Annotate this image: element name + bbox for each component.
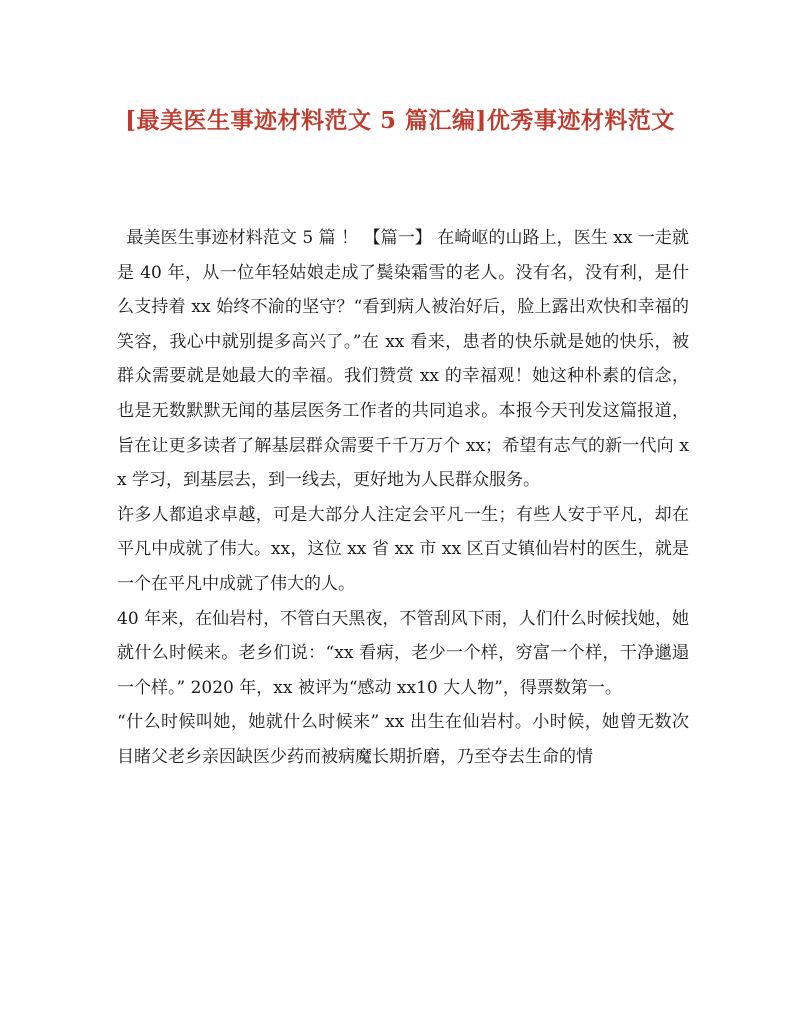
paragraph-1: 最美医生事迹材料范文 5 篇 ！ 【篇一】 在崎岖的山路上，医生 xx 一走就是 40 年，从一位年轻姑娘走成了鬓染霜雪的老人。没有名，没有利，是什么支持着 xx 始终不渝的坚守？“看到病人被治好后，脸上露出欢快和幸福的笑容，我心中就别提多高兴了。”在 xx 看来，患者的快乐就是她的快乐，被群众需要就是她最大的幸福。我们赞赏 xx 的幸福观！她这种朴素的信念，也是无数默默无闻的基层医务工作者的共同追求。本报今天刊发这篇报道，旨在让更多读者了解基层群众需要千千万万个 xx；希望有志气的新一代向 xx 学习，到基层去，到一线去，更好地为人民群众服务。 bbox=[117, 228, 689, 491]
document-title: [最美医生事迹材料范文 5 篇汇编]优秀事迹材料范文 bbox=[125, 107, 675, 134]
document-body bbox=[117, 221, 689, 775]
paragraph-2: 许多人都追求卓越，可是大部分人注定会平凡一生；有些人安于平凡，却在平凡中成就了伟大。xx，这位 xx 省 xx 市 xx 区百丈镇仙岩村的医生，就是一个在平凡中成就了伟大的人。 bbox=[117, 504, 689, 594]
paragraph-3: 40 年来，在仙岩村，不管白天黑夜，不管刮风下雨，人们什么时候找她，她就什么时候来。老乡们说：“xx 看病，老少一个样，穷富一个样，干净邋遢一个样。” 2020 年，xx 被评为“感动 xx10 大人物”，得票数第一。 bbox=[117, 608, 689, 698]
paragraph-4: “什么时候叫她，她就什么时候来” xx 出生在仙岩村。小时候，她曾无数次目睹父老乡亲因缺医少药而被病魔长期折磨，乃至夺去生命的情 bbox=[117, 712, 689, 767]
